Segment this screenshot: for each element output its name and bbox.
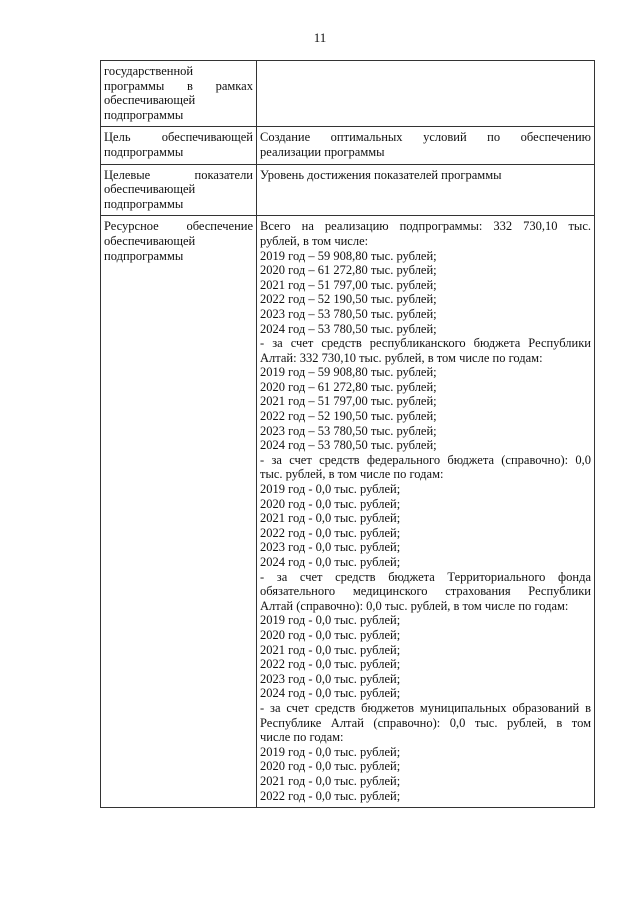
text-line: 2022 год – 52 190,50 тыс. рублей; [260,292,437,307]
text-line: 2024 год – 53 780,50 тыс. рублей; [260,321,437,336]
text-line: обеспечивающей [104,93,196,108]
row-label-cell [101,164,257,216]
text-line: 2019 год – 59 908,80 тыс. рублей; [260,248,437,263]
row-value-cell [257,216,595,808]
text-line: Алтай (справочно): 0,0 тыс. рублей, в том числе по годам: [260,598,569,613]
text-line: Ресурсное обеспечение [104,219,253,234]
row-value-cell [257,127,595,164]
text-line: рублей, в том числе: [260,233,369,248]
text-line: обеспечивающей [104,233,196,248]
text-line: тыс. рублей, в том числе по годам: [260,467,444,482]
text-line: Всего на реализацию подпрограммы: 332 730,10 тыс. [260,219,591,234]
text-line: программы в рамках [104,78,253,93]
text-line: 2020 год - 0,0 тыс. рублей; [260,759,401,774]
text-line: 2023 год – 53 780,50 тыс. рублей; [260,423,437,438]
text-line: подпрограммы [104,144,184,159]
text-line: Уровень достижения показателей программы [260,167,502,182]
text-line: 2022 год – 52 190,50 тыс. рублей; [260,409,437,424]
text-line: 2021 год - 0,0 тыс. рублей; [260,642,401,657]
text-line: 2021 год - 0,0 тыс. рублей; [260,511,401,526]
text-line: обеспечивающей [104,182,196,197]
text-line: реализации программы [260,144,385,159]
text-line: 2024 год – 53 780,50 тыс. рублей; [260,438,437,453]
text-line: Алтай: 332 730,10 тыс. рублей, в том числе по годам: [260,350,543,365]
text-line: Цель обеспечивающей [104,130,253,145]
text-line: 2019 год - 0,0 тыс. рублей; [260,482,401,497]
passport-table [100,60,595,808]
text-line: 2023 год - 0,0 тыс. рублей; [260,540,401,555]
row-value-cell [257,61,595,127]
text-line: Республике Алтай (справочно): 0,0 тыс. рублей, в том [260,715,591,730]
text-line: 2023 год - 0,0 тыс. рублей; [260,671,401,686]
text-line: Целевые показатели [104,167,253,182]
text-line: 2020 год - 0,0 тыс. рублей; [260,627,401,642]
text-line: - за счет средств республиканского бюджета Республики [260,336,591,351]
text-line: 2020 год – 61 272,80 тыс. рублей; [260,379,437,394]
text-line: 2021 год – 51 797,00 тыс. рублей; [260,277,437,292]
text-line: - за счет средств бюджетов муниципальных образований в [260,700,591,715]
table-row [101,127,595,164]
text-line: - за счет средств бюджета Территориального фонда [260,569,591,584]
text-line: - за счет средств федерального бюджета (справочно): 0,0 [260,452,591,467]
text-line: подпрограммы [104,107,184,122]
text-line: 2024 год - 0,0 тыс. рублей; [260,555,401,569]
row-value-cell [257,164,595,216]
text-line: подпрограммы [104,248,184,263]
table-row [101,216,595,808]
text-line: подпрограммы [104,196,184,211]
text-line: 2021 год – 51 797,00 тыс. рублей; [260,394,437,409]
text-line: 2020 год – 61 272,80 тыс. рублей; [260,263,437,278]
row-label-cell [101,61,257,127]
row-label-cell [101,216,257,808]
table-row [101,164,595,216]
text-line: 2024 год - 0,0 тыс. рублей; [260,686,401,701]
text-line: 2019 год – 59 908,80 тыс. рублей; [260,365,437,380]
page-number: 11 [313,30,327,45]
text-line: обязательного медицинского страхования Республики [260,584,591,599]
text-line: 2019 год - 0,0 тыс. рублей; [260,613,401,628]
text-line: 2020 год - 0,0 тыс. рублей; [260,496,401,511]
text-line: Создание оптимальных условий по обеспечению [260,130,591,145]
text-line: 2019 год - 0,0 тыс. рублей; [260,744,401,759]
table-row [101,61,595,127]
text-line: государственной [104,64,194,78]
text-line: числе по годам: [260,730,344,745]
text-line: 2023 год – 53 780,50 тыс. рублей; [260,306,437,321]
row-label-cell [101,127,257,164]
text-line: 2022 год - 0,0 тыс. рублей; [260,657,401,672]
text-line: 2022 год - 0,0 тыс. рублей; [260,525,401,540]
text-line: 2022 год - 0,0 тыс. рублей; [260,788,401,803]
text-line: 2021 год - 0,0 тыс. рублей; [260,773,401,788]
